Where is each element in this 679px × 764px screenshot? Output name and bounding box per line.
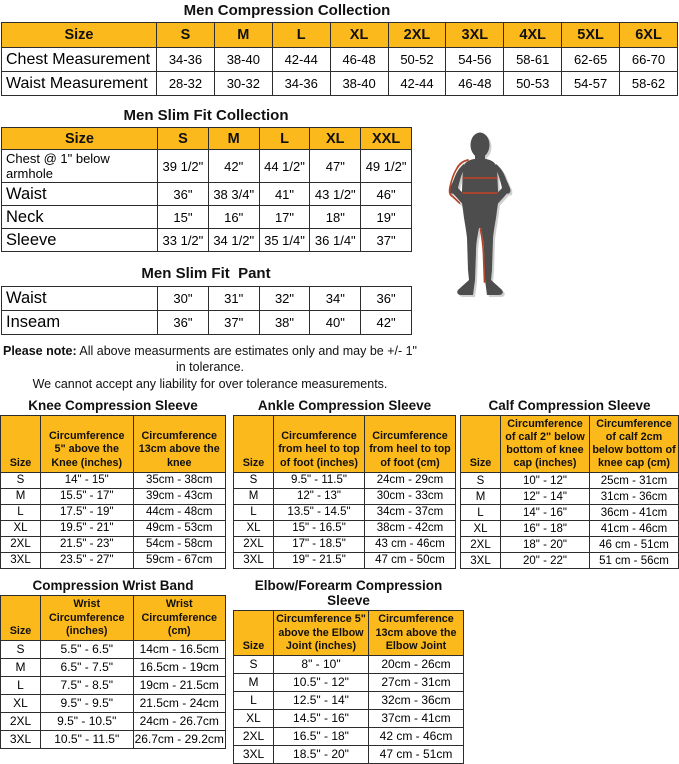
table-row <box>234 520 456 536</box>
row-label: S <box>461 473 501 489</box>
table-row <box>1 694 226 712</box>
column-header: Size <box>234 415 274 472</box>
cell-value: 17" <box>259 206 310 229</box>
row-label: L <box>234 691 274 709</box>
cell-value: 34-36 <box>157 48 215 72</box>
header-row <box>1 415 226 472</box>
column-header: Circumference 5" above the Elbow Joint (inches) <box>274 611 369 656</box>
calf-sleeve-title: Calf Compression Sleeve <box>488 397 651 413</box>
column-header: L <box>272 23 330 48</box>
cell-value: 42 cm - 46cm <box>369 727 464 745</box>
cell-value: 44cm - 48cm <box>133 504 226 520</box>
row-label: 2XL <box>1 712 41 730</box>
row-label: M <box>234 673 274 691</box>
row-label: Waist <box>2 287 158 311</box>
header-row <box>2 23 678 48</box>
column-header: Wrist Circumference (cm) <box>133 596 226 641</box>
wrist-band-table <box>0 595 226 749</box>
table-row <box>234 488 456 504</box>
cell-value: 50-52 <box>388 48 446 72</box>
cell-value: 39cm - 43cm <box>133 488 226 504</box>
row-label: 2XL <box>1 536 41 552</box>
cell-value: 20" - 22" <box>501 553 590 569</box>
cell-value: 59cm - 67cm <box>133 552 226 568</box>
column-header: Circumference from heel to top of foot (cm) <box>365 415 456 472</box>
cell-value: 38cm - 42cm <box>365 520 456 536</box>
cell-value: 21.5" - 23" <box>41 536 134 552</box>
table-row <box>234 552 456 568</box>
table-row <box>461 537 679 553</box>
column-header: 2XL <box>388 23 446 48</box>
men-slim-fit-pant-title: Men Slim Fit Pant <box>141 265 271 282</box>
cell-value: 9.5" - 11.5" <box>274 472 365 488</box>
table-row <box>1 488 226 504</box>
table-row <box>2 206 412 229</box>
cell-value: 24cm - 26.7cm <box>133 712 226 730</box>
cell-value: 38-40 <box>330 72 388 96</box>
cell-value: 25cm - 31cm <box>590 473 679 489</box>
cell-value: 36cm - 41cm <box>590 505 679 521</box>
cell-value: 10" - 12" <box>501 473 590 489</box>
table-row <box>2 311 412 335</box>
column-header: 6XL <box>620 23 678 48</box>
men-slim-fit-collection-title: Men Slim Fit Collection <box>123 107 289 124</box>
column-header: Wrist Circumference (inches) <box>41 596 134 641</box>
table-row <box>1 676 226 694</box>
cell-value: 6.5" - 7.5" <box>41 658 134 676</box>
cell-value: 38 3/4" <box>208 183 259 206</box>
row-label: Sleeve <box>2 229 158 252</box>
table-row <box>2 150 412 183</box>
elbow-sleeve-block <box>233 578 464 764</box>
calf-sleeve-block <box>460 398 679 570</box>
cell-value: 54-57 <box>562 72 620 96</box>
row-label: 3XL <box>1 552 41 568</box>
table-row <box>234 727 464 745</box>
table-row <box>461 473 679 489</box>
table-row <box>1 730 226 748</box>
row-label: L <box>461 505 501 521</box>
cell-value: 12.5" - 14" <box>274 691 369 709</box>
row-label: XL <box>461 521 501 537</box>
cell-value: 46 cm - 51cm <box>590 537 679 553</box>
cell-value: 9.5" - 9.5" <box>41 694 134 712</box>
column-header: Size <box>461 415 501 473</box>
table-row <box>1 640 226 658</box>
cell-value: 23.5" - 27" <box>41 552 134 568</box>
header-row <box>461 415 679 473</box>
row-label: Chest Measurement <box>2 48 157 72</box>
column-header: M <box>214 23 272 48</box>
cell-value: 46-48 <box>446 72 504 96</box>
column-header: 3XL <box>446 23 504 48</box>
cell-value: 36" <box>158 183 209 206</box>
cell-value: 26.7cm - 29.2cm <box>134 732 224 747</box>
row-label: 3XL <box>1 730 41 748</box>
column-header: XL <box>310 128 361 150</box>
men-compression-collection-section <box>0 0 679 96</box>
cell-value: 17.5" - 19" <box>41 504 134 520</box>
cell-value: 9.5" - 10.5" <box>41 712 134 730</box>
cell-value: 27cm - 31cm <box>369 673 464 691</box>
table-row <box>234 504 456 520</box>
table-row <box>2 183 412 206</box>
column-header: S <box>158 128 209 150</box>
cell-value: 43 cm - 46cm <box>365 536 456 552</box>
note-label: Please note: <box>2 344 77 358</box>
table-row <box>461 521 679 537</box>
cell-value: 42" <box>361 311 412 335</box>
table-row <box>234 745 464 763</box>
cell-value: 41" <box>259 183 310 206</box>
column-header: Circumference from heel to top of foot (inches) <box>274 415 365 472</box>
table-row <box>234 655 464 673</box>
cell-value: 37" <box>208 311 259 335</box>
cell-value: 54-56 <box>446 48 504 72</box>
cell-value: 21.5cm - 24cm <box>133 694 226 712</box>
column-header: XL <box>330 23 388 48</box>
cell-value: 66-70 <box>620 48 678 72</box>
cell-value: 14cm - 16.5cm <box>133 640 226 658</box>
table-row <box>234 536 456 552</box>
column-header: L <box>259 128 310 150</box>
row-label: 2XL <box>234 536 274 552</box>
men-slim-fit-pant-table <box>1 286 412 335</box>
table-row <box>1 520 226 536</box>
cell-value: 32cm - 36cm <box>369 691 464 709</box>
cell-value: 49cm - 53cm <box>133 520 226 536</box>
header-row <box>1 596 226 641</box>
table-row <box>1 472 226 488</box>
torso-and-legs <box>457 159 502 295</box>
table-row <box>2 229 412 252</box>
cell-value: 18" - 20" <box>501 537 590 553</box>
table-row <box>234 709 464 727</box>
cell-value: 49 1/2" <box>361 150 412 183</box>
cell-value: 32" <box>259 287 310 311</box>
header-row <box>234 415 456 472</box>
cell-value: 16.5cm - 19cm <box>133 658 226 676</box>
cell-value: 14" - 16" <box>501 505 590 521</box>
cell-value: 14.5" - 16" <box>274 709 369 727</box>
cell-value: 18" <box>310 206 361 229</box>
cell-value: 19.5" - 21" <box>41 520 134 536</box>
cell-value: 33 1/2" <box>158 229 209 252</box>
column-header: Size <box>2 23 157 48</box>
row-label: XL <box>234 709 274 727</box>
cell-value: 34" <box>310 287 361 311</box>
table-row <box>2 287 412 311</box>
cell-value: 8" - 10" <box>274 655 369 673</box>
cell-value: 28-32 <box>157 72 215 96</box>
row-label: 3XL <box>234 745 274 763</box>
column-header: 4XL <box>504 23 562 48</box>
elbow-sleeve-title: Elbow/Forearm Compression Sleeve <box>254 578 443 609</box>
row-label: S <box>234 655 274 673</box>
cell-value: 40" <box>310 311 361 335</box>
cell-value: 41cm - 46cm <box>590 521 679 537</box>
arm-sleeves-section <box>0 578 679 764</box>
table-row <box>2 72 678 96</box>
table-row <box>1 552 226 568</box>
row-label: Waist <box>2 183 158 206</box>
cell-value: 14" - 15" <box>41 472 134 488</box>
row-label: XL <box>234 520 274 536</box>
cell-value: 47 cm - 51cm <box>369 745 464 763</box>
cell-value: 30" <box>158 287 209 311</box>
cell-value: 38-40 <box>214 48 272 72</box>
cell-value: 13.5" - 14.5" <box>274 504 365 520</box>
man-silhouette-figure <box>446 132 514 304</box>
cell-value: 46-48 <box>330 48 388 72</box>
table-row <box>1 712 226 730</box>
cell-value: 44 1/2" <box>259 150 310 183</box>
cell-value: 36 1/4" <box>310 229 361 252</box>
cell-value: 10.5" - 12" <box>274 673 369 691</box>
cell-value: 16" <box>208 206 259 229</box>
cell-value: 34cm - 37cm <box>365 504 456 520</box>
cell-value: 24cm - 29cm <box>365 472 456 488</box>
row-label: L <box>234 504 274 520</box>
table-row <box>2 48 678 72</box>
column-header: M <box>208 128 259 150</box>
cell-value: 15.5" - 17" <box>41 488 134 504</box>
cell-value: 43 1/2" <box>310 183 361 206</box>
table-row <box>461 505 679 521</box>
row-label: 3XL <box>234 552 274 568</box>
row-label: Neck <box>2 206 158 229</box>
table-row <box>461 489 679 505</box>
column-header: Circumference of calf 2cm below bottom of knee cap (cm) <box>590 415 679 473</box>
row-label: XL <box>1 520 41 536</box>
cell-value: 12" - 13" <box>274 488 365 504</box>
cell-value: 58-61 <box>504 48 562 72</box>
header-row <box>2 128 412 150</box>
column-header: Size <box>1 596 41 641</box>
cell-value: 12" - 14" <box>501 489 590 505</box>
column-header: Size <box>2 128 158 150</box>
cell-value: 36" <box>158 311 209 335</box>
ankle-sleeve-block <box>233 398 456 569</box>
row-label: S <box>234 472 274 488</box>
slim-fit-section <box>0 96 679 392</box>
table-row <box>234 691 464 709</box>
cell-value: 37cm - 41cm <box>369 709 464 727</box>
cell-value: 16.5" - 18" <box>274 727 369 745</box>
cell-value: 18.5" - 20" <box>274 745 369 763</box>
wrist-band-block <box>0 578 226 749</box>
column-header: Circumference 5" above the Knee (inches) <box>41 415 134 472</box>
cell-value: 58-62 <box>620 72 678 96</box>
table-row <box>234 673 464 691</box>
note-line1: All above measurments are estimates only and may be +/- 1" in tolerance. <box>76 344 417 375</box>
cell-value: 46" <box>361 183 412 206</box>
cell-value: 15" <box>158 206 209 229</box>
cell-value: 35cm - 38cm <box>133 472 226 488</box>
cell-value: 30cm - 33cm <box>365 488 456 504</box>
wrist-band-title: Compression Wrist Band <box>32 578 194 594</box>
column-header: S <box>157 23 215 48</box>
column-header: Circumference 13cm above the knee <box>133 415 226 472</box>
cell-value: 42" <box>208 150 259 183</box>
cell-value: 34 1/2" <box>208 229 259 252</box>
cell-value: 19cm - 21.5cm <box>133 676 226 694</box>
cell-value: 19" - 21.5" <box>274 552 365 568</box>
cell-value: 34-36 <box>272 72 330 96</box>
row-label: M <box>461 489 501 505</box>
cell-value: 15" - 16.5" <box>274 520 365 536</box>
row-label: S <box>1 640 41 658</box>
knee-sleeve-block <box>0 398 226 569</box>
cell-value: 31" <box>208 287 259 311</box>
cell-value: 5.5" - 6.5" <box>41 640 134 658</box>
man-body <box>450 133 511 296</box>
cell-value: 37" <box>361 229 412 252</box>
cell-value: 17" - 18.5" <box>274 536 365 552</box>
slim-fit-tables <box>0 96 417 392</box>
cell-value: 39 1/2" <box>158 150 209 183</box>
row-label: M <box>234 488 274 504</box>
cell-value: 50-53 <box>504 72 562 96</box>
row-label: M <box>1 658 41 676</box>
cell-value: 51 cm - 56cm <box>590 553 679 569</box>
men-compression-collection-table <box>1 22 678 96</box>
cell-value: 47 cm - 50cm <box>365 552 456 568</box>
cell-value: 20cm - 26cm <box>369 655 464 673</box>
cell-value: 35 1/4" <box>259 229 310 252</box>
row-label: M <box>1 488 41 504</box>
column-header: Circumference of calf 2" below bottom of knee cap (inches) <box>501 415 590 473</box>
table-row <box>1 536 226 552</box>
table-row <box>1 658 226 676</box>
cell-value: 62-65 <box>562 48 620 72</box>
elbow-sleeve-table <box>233 610 464 764</box>
column-header: 5XL <box>562 23 620 48</box>
row-label: XL <box>1 694 41 712</box>
tolerance-note <box>0 343 420 392</box>
row-label: 3XL <box>461 553 501 569</box>
row-label: Waist Measurement <box>2 72 157 96</box>
cell-value: 42-44 <box>388 72 446 96</box>
column-header: Size <box>234 611 274 656</box>
cell-value: 7.5" - 8.5" <box>41 676 134 694</box>
row-label: Inseam <box>2 311 158 335</box>
ankle-sleeve-title: Ankle Compression Sleeve <box>257 397 432 413</box>
row-label: 2XL <box>234 727 274 745</box>
row-label: L <box>1 504 41 520</box>
cell-value: 47" <box>310 150 361 183</box>
header-row <box>234 611 464 656</box>
leg-sleeves-section <box>0 398 679 570</box>
men-compression-collection-title: Men Compression Collection <box>183 2 391 19</box>
cell-value: 42-44 <box>272 48 330 72</box>
cell-value: 31cm - 36cm <box>590 489 679 505</box>
row-label: L <box>1 676 41 694</box>
row-label: Chest @ 1" below armhole <box>2 150 158 183</box>
cell-value: 36" <box>361 287 412 311</box>
column-header: Size <box>1 415 41 472</box>
row-label: S <box>1 472 41 488</box>
table-row <box>234 472 456 488</box>
men-slim-fit-collection-table <box>1 127 412 252</box>
column-header: Circumference 13cm above the Elbow Joint <box>369 611 464 656</box>
cell-value: 10.5" - 11.5" <box>41 730 134 748</box>
knee-sleeve-title: Knee Compression Sleeve <box>28 397 198 413</box>
table-row <box>1 504 226 520</box>
cell-value: 38" <box>259 311 310 335</box>
cell-value: 16" - 18" <box>501 521 590 537</box>
cell-value: 19" <box>361 206 412 229</box>
knee-sleeve-table <box>0 415 226 569</box>
ankle-sleeve-table <box>233 415 456 569</box>
column-header: XXL <box>361 128 412 150</box>
table-row <box>461 553 679 569</box>
cell-value: 30-32 <box>214 72 272 96</box>
calf-sleeve-table <box>460 415 679 570</box>
row-label: 2XL <box>461 537 501 553</box>
cell-value: 54cm - 58cm <box>133 536 226 552</box>
note-line2: We cannot accept any liability for over tolerance measurements. <box>32 376 388 391</box>
